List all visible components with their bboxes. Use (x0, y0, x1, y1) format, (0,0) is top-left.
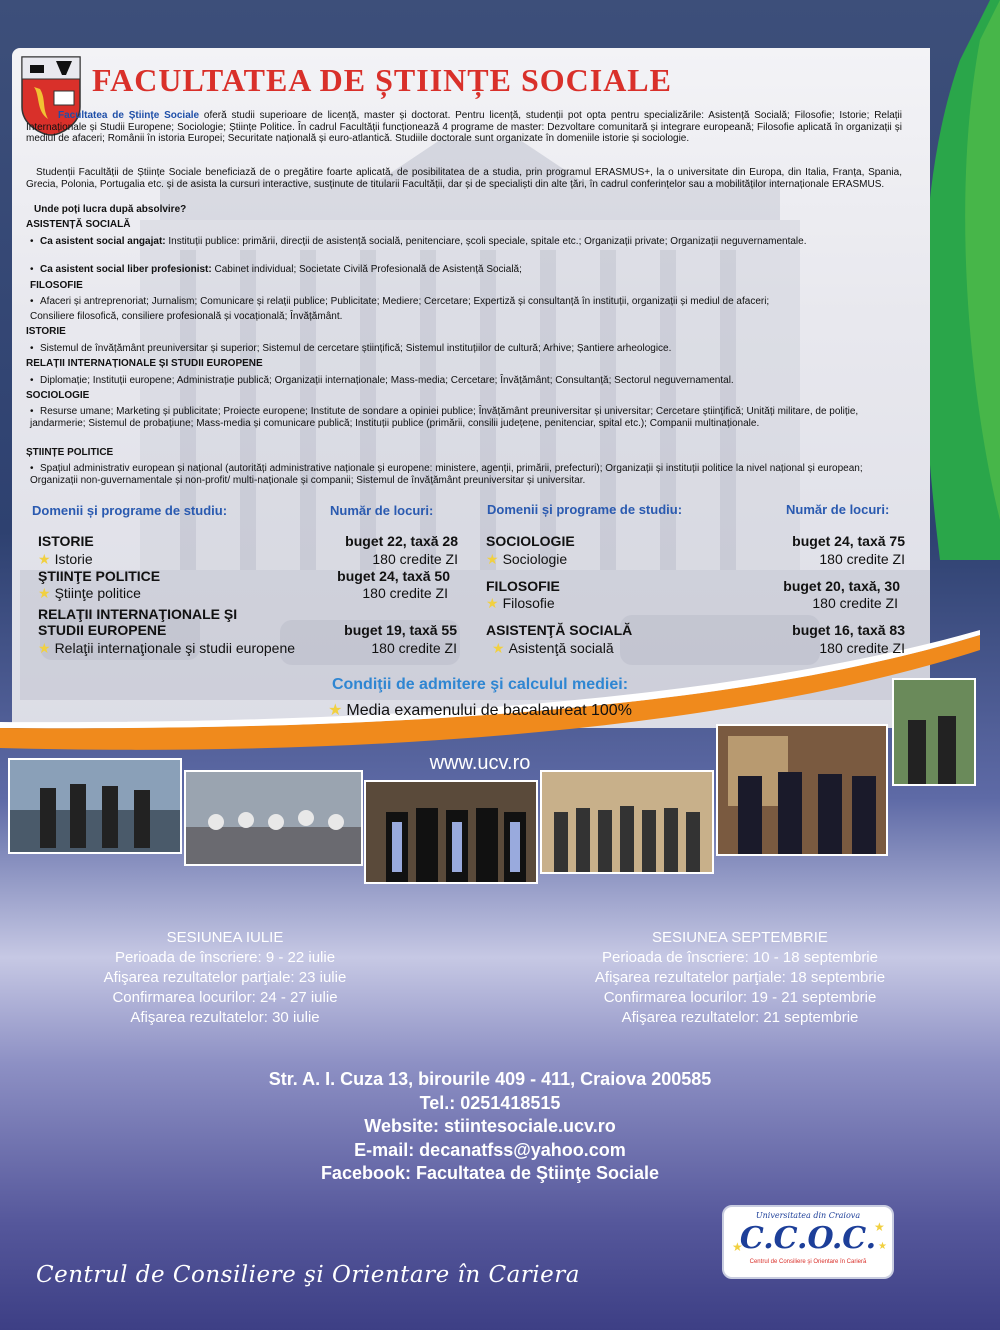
program-specialization-label: Filosofie (502, 595, 555, 611)
career-bullet: • Afaceri și antreprenoriat; Jurnalism; Comunicare și relații publice; Publicitate; Mediere; Cercetare; Expertiză și consultanță în instituții, organizații și mediul de afaceri; (30, 296, 770, 307)
university-website-link[interactable]: www.ucv.ro (429, 752, 531, 774)
september-registration: Perioada de înscriere: 10 - 18 septembrie (602, 949, 878, 966)
ccoc-logo (722, 1205, 894, 1279)
program-budget: buget 24, taxă 50 (337, 568, 450, 584)
intro-text: oferă studii superioare de licență, master și doctorat. Pentru licență, studenții pot opta pentru specializările: Asistență Socială; Filosofie; Istorie; Relații Internaționale și Studii Europene; Sociologie; Științe Politice. În cadrul Facultății funcționează 4 programe de master: Dezvoltare comunitară și integrare europeană; Filosofie aplicată în organizații și mediul de afaceri; Românii în istoria Europei; Securitate națională și euro-atlantică. Studiile doctorale sunt organizate în domeniile istorie și sociologie. (26, 110, 902, 144)
intro-lead: Facultatea de Științe Sociale (58, 110, 200, 121)
program-credits: 180 credite ZI (812, 595, 898, 611)
program-specialization: ★ Istorie (38, 551, 93, 567)
contact-phone[interactable]: Tel.: 0251418515 (419, 1092, 561, 1113)
career-section-history: ISTORIE (26, 326, 66, 337)
career-section-political-science: ȘTIINȚE POLITICE (26, 447, 114, 458)
september-partial-results: Afişarea rezultatelor parţiale: 18 septembrie (594, 969, 886, 986)
program-specialization-label: Asistenţă socială (508, 640, 614, 656)
programs-header-right: Domenii și programe de studiu: (487, 502, 683, 517)
july-final-results: Afişarea rezultatelor: 30 iulie (130, 1009, 320, 1026)
career-bullet: • Sistemul de învățământ preuniversitar și superior; Sistemul de cercetare științifică; Sistemul instituțiilor de cultură; Arhive; Șantiere arheologice. (30, 343, 672, 354)
program-specialization-label: Relaţii internaţionale şi studii europene (54, 640, 296, 656)
ccoc-logo-subtitle: Centrul de Consiliere şi Orientare în Carieră (749, 1259, 867, 1265)
svg-text:★: ★ (874, 1220, 885, 1234)
program-name: SOCIOLOGIE (486, 533, 575, 549)
program-specialization: ★ Ştiinţe politice (38, 585, 141, 601)
career-bullet-text: Spațiul administrativ european și național (autorități administrative naționale și europene: ministere, agenții, primării, prefecturi); Organizații și instituții politice la nivel național și european; Organizații non-guvernamentale și non-profit/ multi-naționale și companii; Sistemul de învățământ preuniversitar și universitar. (30, 463, 863, 486)
ccoc-logo-university: Universitatea din Craiova (755, 1211, 861, 1220)
ccoc-logo-acronym: C.C.O.C. (739, 1221, 877, 1256)
career-bullet: • Resurse umane; Marketing și publicitate; Proiecte europene; Institute de sondare a opiniei publice; Învățământ preuniversitar și universitar; Cercetare științifică; Unități militare, de poliție, jandarmerie; Sistemul de probațiune; Mass-media și comunicare publică; Instituții publice (primării, consilii județene, penitenciar, spital etc.); Companii multinaționale. (30, 406, 859, 429)
career-section-philosophy: FILOSOFIE (30, 280, 83, 291)
july-confirmation: Confirmarea locurilor: 24 - 27 iulie (112, 989, 338, 1006)
career-center-signature: Centrul de Consiliere şi Orientare în Cariera (36, 1262, 580, 1288)
admission-criterion-label: Media examenului de bacalaureat 100% (346, 702, 632, 719)
career-bullet-text: Resurse umane; Marketing și publicitate; Proiecte europene; Institute de sondare a opiniei publice; Învățământ preuniversitar și universitar; Cercetare științifică; Unități militare, de poliție, jandarmerie; Sistemul de probațiune; Mass-media și comunicare publică; Instituții publice (primării, consilii județene, penitenciar, spital etc.); Companii multinaționale. (30, 406, 859, 429)
program-name: FILOSOFIE (486, 578, 560, 594)
career-section-international-relations: RELAȚII INTERNAȚIONALE ȘI STUDII EUROPENE (26, 358, 263, 369)
september-confirmation: Confirmarea locurilor: 19 - 21 septembrie (603, 989, 877, 1006)
program-name: ISTORIE (38, 533, 94, 549)
career-bullet-text: Instituții publice: primării, direcții de asistență socială, penitenciare, școli speciale, spitale etc.; Organizații private; Organizații neguvernamentale. (165, 236, 807, 247)
september-session-title: SESIUNEA SEPTEMBRIE (652, 929, 828, 946)
photo-group-6 (892, 678, 976, 786)
program-specialization: ★ Asistenţă socială (492, 640, 614, 656)
program-budget: buget 20, taxă, 30 (783, 578, 900, 594)
program-name: RELAŢII INTERNAŢIONALE ŞI (38, 606, 238, 622)
program-credits: 180 credite ZI (372, 551, 458, 567)
intro-paragraph-1 (26, 110, 902, 145)
july-session (60, 928, 390, 1028)
photo-group-4 (540, 770, 714, 874)
program-budget: buget 22, taxă 28 (345, 533, 458, 549)
faculty-title: FACULTATEA DE ȘTIINȚE SOCIALE (92, 62, 672, 98)
career-bullet-lead: Ca asistent social angajat: (40, 236, 166, 247)
program-name-line2: STUDII EUROPENE (38, 622, 167, 638)
program-specialization-label: Istorie (54, 551, 93, 567)
september-final-results: Afişarea rezultatelor: 21 septembrie (621, 1009, 859, 1026)
career-section-sociology: SOCIOLOGIE (26, 390, 90, 401)
july-session-title: SESIUNEA IULIE (166, 929, 284, 946)
program-specialization: ★ Relaţii internaţionale şi studii europene (38, 640, 296, 656)
program-credits: 180 credite ZI (371, 640, 457, 656)
career-bullet: Consiliere filosofică, consiliere profesională și vocațională; Învățământ. (30, 311, 343, 322)
photo-group-2 (184, 770, 363, 866)
september-session (545, 928, 935, 1028)
july-partial-results: Afişarea rezultatelor parţiale: 23 iulie (103, 969, 347, 986)
intro-paragraph-2: Studenții Facultății de Științe Sociale beneficiază de o pregătire foarte aplicată, de posibilitatea de a studia, prin programul ERASMUS+, la o universitate din Europa, din Italia, Franța, Spania, Grecia, Polonia, Portugalia etc. și de asista la cursuri interactive, susținute de titularii Facultății, dar și de specialiști din alte țări, în cadrul conferințelor sau a mobilităților internaționale ERASMUS. (26, 167, 902, 190)
program-credits: 180 credite ZI (362, 585, 448, 601)
program-specialization-label: Ştiinţe politice (54, 585, 141, 601)
career-bullet: • Spațiul administrativ european și național (autorități administrative naționale și europene: ministere, agenții, primării, prefecturi); Organizații și instituții politice la nivel național și european; Organizații non-guvernamentale și non-profit/ multi-naționale și companii; Sistemul de învățământ preuniversitar și universitar. (30, 463, 863, 486)
career-bullet-lead: Ca asistent social liber profesionist: (40, 264, 212, 275)
question-heading: Unde poți lucra după absolvire? (34, 204, 187, 215)
places-header-right: Număr de locuri: (786, 502, 890, 517)
career-bullet: • Ca asistent social liber profesionist: Cabinet individual; Societate Civilă Profesională de Asistență Socială; (30, 264, 522, 275)
career-bullet-text: Sistemul de învățământ preuniversitar și superior; Sistemul de cercetare științifică; Sistemul instituțiilor de cultură; Arhive; Șantiere arheologice. (40, 343, 672, 354)
admission-heading: Condiţii de admitere şi calculul mediei: (331, 676, 629, 693)
photo-group-3 (364, 780, 538, 884)
program-budget: buget 24, taxă 75 (792, 533, 905, 549)
career-bullet-text: Cabinet individual; Societate Civilă Profesională de Asistență Socială; (211, 264, 522, 275)
contact-block (0, 1068, 980, 1186)
ccoc-stars-icon (728, 1217, 888, 1257)
program-budget: buget 19, taxă 55 (344, 622, 457, 638)
contact-website[interactable]: Website: stiintesociale.ucv.ro (364, 1116, 616, 1136)
photo-group-5 (716, 724, 888, 856)
photo-group-1 (8, 758, 182, 854)
programs-header-left: Domenii și programe de studiu: (32, 503, 228, 518)
career-section-social-work: ASISTENȚĂ SOCIALĂ (26, 219, 131, 230)
program-specialization: ★ Filosofie (486, 595, 555, 611)
svg-text:★: ★ (878, 1241, 887, 1252)
program-specialization: ★ Sociologie (486, 551, 568, 567)
admission-criterion: ★ Media examenului de bacalaureat 100% (328, 702, 632, 719)
program-budget: buget 16, taxă 83 (792, 622, 905, 638)
program-specialization-label: Sociologie (502, 551, 568, 567)
program-credits: 180 credite ZI (819, 551, 905, 567)
contact-address: Str. A. I. Cuza 13, birourile 409 - 411, Craiova 200585 (268, 1069, 712, 1089)
july-registration: Perioada de înscriere: 9 - 22 iulie (114, 949, 336, 966)
svg-text:★: ★ (732, 1240, 743, 1254)
career-bullet-text: Afaceri și antreprenoriat; Jurnalism; Comunicare și relații publice; Publicitate; Mediere; Cercetare; Expertiză și consultanță în instituții, organizații și mediul de afaceri; (40, 296, 770, 307)
places-header-left: Număr de locuri: (330, 503, 434, 518)
contact-facebook[interactable]: Facebook: Facultatea de Ştiinţe Sociale (320, 1163, 660, 1183)
program-name: ASISTENŢĂ SOCIALĂ (486, 622, 633, 638)
career-bullet: • Diplomație; Instituții europene; Administrație publică; Organizații internaționale; Mass-media; Cercetare; Învățământ; Consultanță; Sectorul neguvernamental. (30, 375, 734, 386)
program-credits: 180 credite ZI (819, 640, 905, 656)
career-bullet: • Ca asistent social angajat: Instituții publice: primării, direcții de asistență socială, penitenciare, școli speciale, spitale etc.; Organizații private; Organizații neguvernamentale. (30, 236, 807, 247)
program-name: ŞTIINŢE POLITICE (38, 568, 161, 584)
career-bullet-text: Diplomație; Instituții europene; Administrație publică; Organizații internaționale; Mass-media; Cercetare; Învățământ; Consultanță; Sectorul neguvernamental. (40, 375, 734, 386)
contact-email[interactable]: E-mail: decanatfss@yahoo.com (354, 1139, 626, 1160)
